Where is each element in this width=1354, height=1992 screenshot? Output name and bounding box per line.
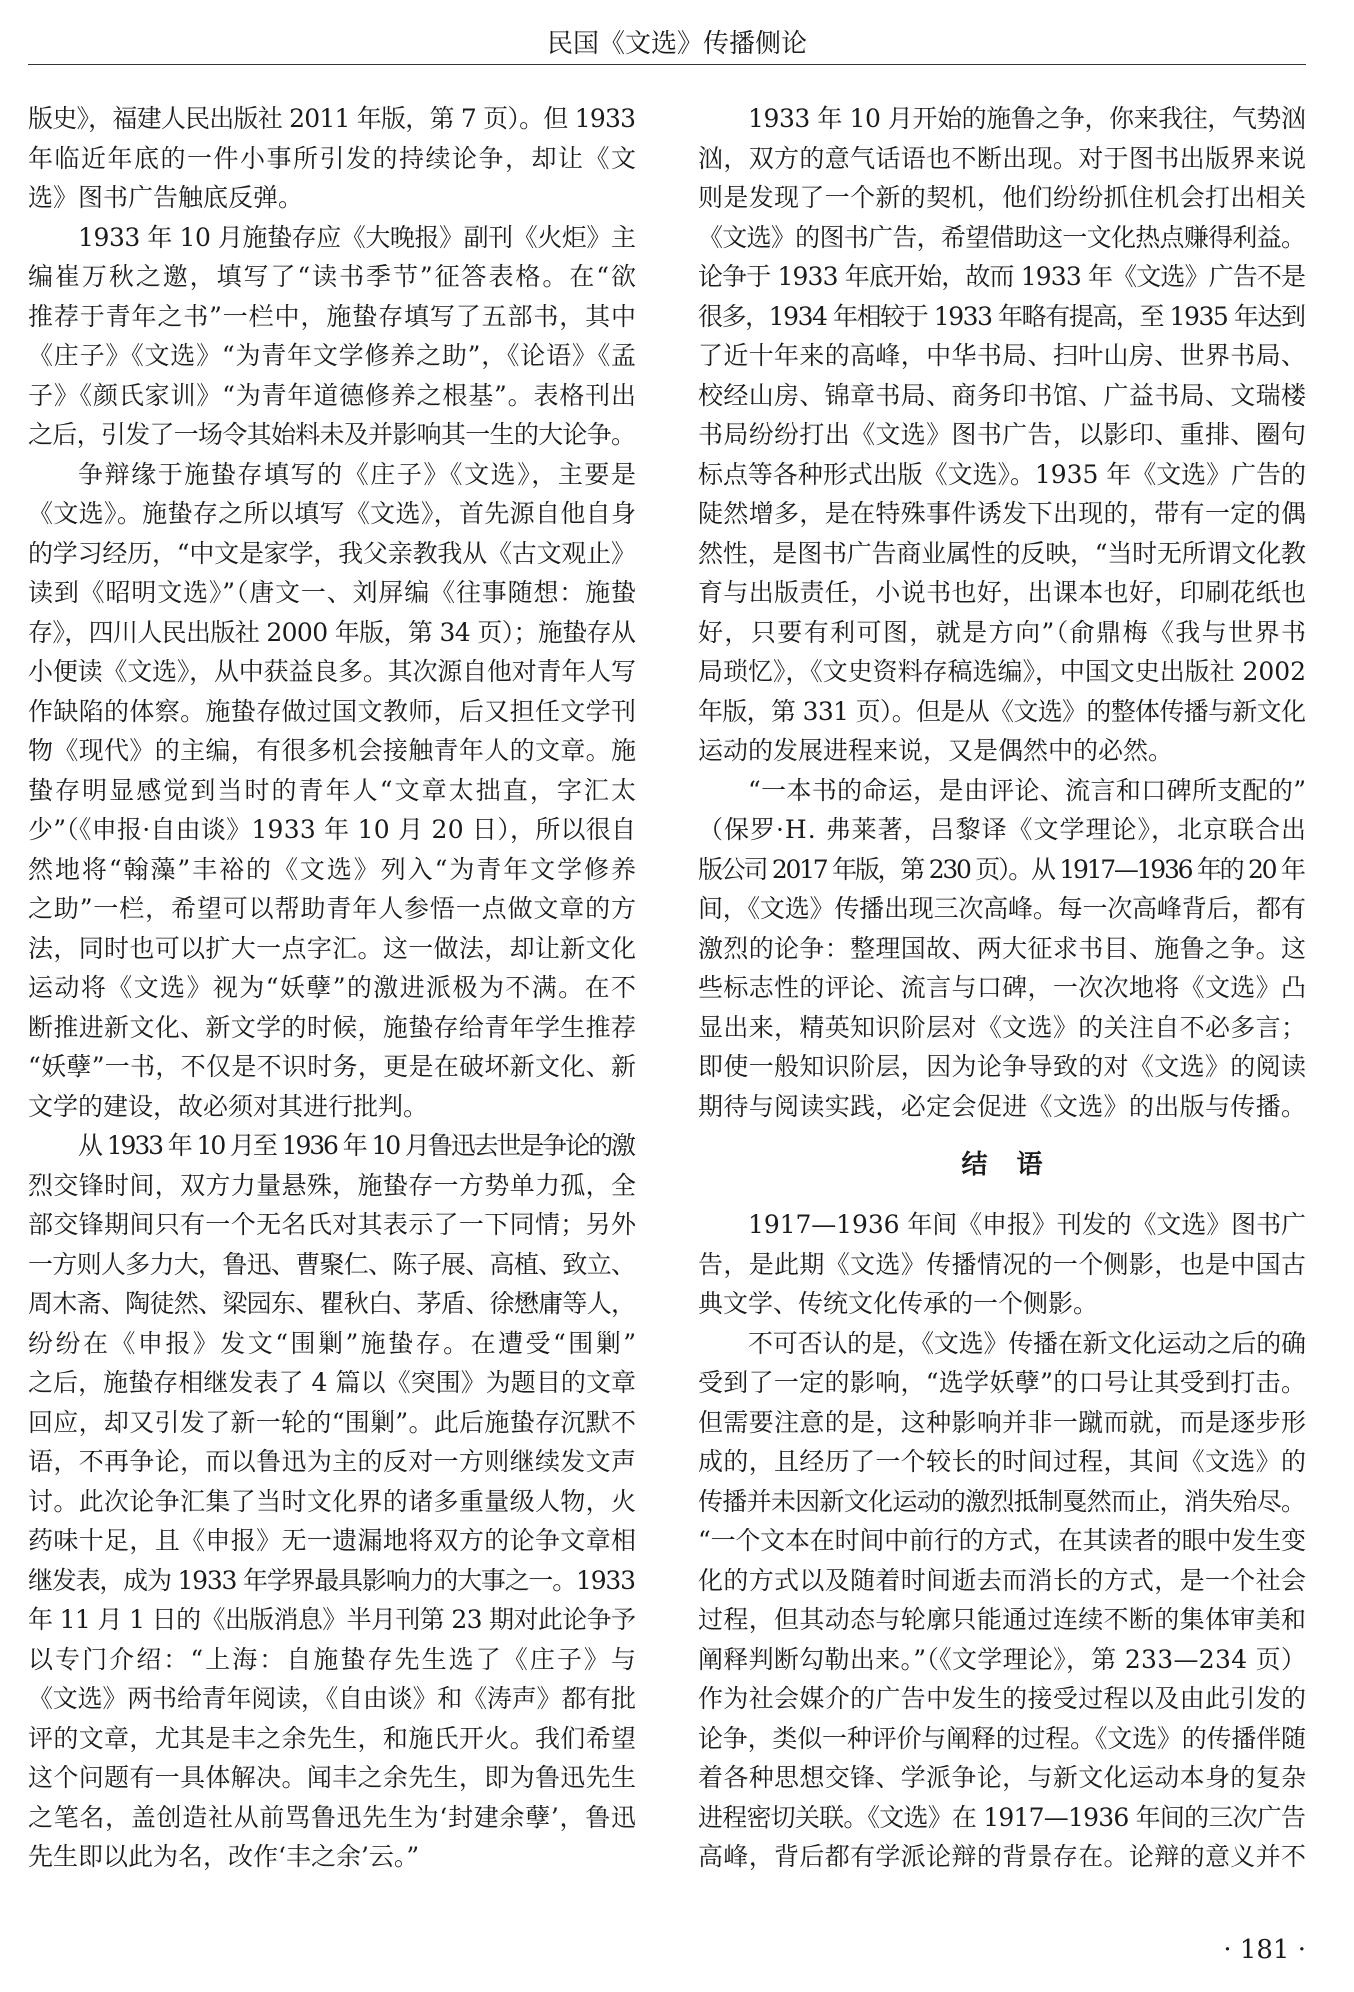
text-line: 回应，却又引发了新一轮的“围剿”。此后施蛰存沉默不 bbox=[28, 1407, 637, 1437]
text-line: 受到了一定的影响，“选学妖孽”的口号让其受到打击。 bbox=[698, 1368, 1307, 1397]
text-line: 之后，引发了一场令其始料未及并影响其一生的大论争。 bbox=[28, 420, 636, 449]
text-line: 继发表，成为 1933 年学界最具影响力的大事之一。1933 bbox=[28, 1565, 635, 1595]
text-line: 很多，1934 年相较于 1933 年略有提高，至 1935 年达到 bbox=[698, 301, 1305, 331]
paragraph bbox=[28, 1126, 639, 1877]
text-line: 之后，施蛰存相继发表了 4 篇以《突围》为题目的文章 bbox=[28, 1368, 637, 1397]
text-line: 1917—1936 年间《申报》刊发的《文选》图书广 bbox=[748, 1210, 1306, 1239]
text-line: 进程密切关联。《文选》在 1917—1936 年间的三次广告 bbox=[698, 1802, 1306, 1832]
text-line: 部交锋期间只有一个无名氏对其表示了一下同情；另外 bbox=[28, 1210, 637, 1239]
text-line: 不可否认的是，《文选》传播在新文化运动之后的确 bbox=[748, 1328, 1306, 1358]
text-line: 局琐忆》，《文史资料存稿选编》，中国文史出版社 2002 bbox=[698, 657, 1306, 686]
text-line: 这个问题有一具体解决。闻丰之余先生，即为鲁迅先生 bbox=[28, 1763, 637, 1792]
text-line: 汹，双方的意气话语也不断出现。对于图书出版界来说 bbox=[698, 143, 1307, 173]
text-line: 存》，四川人民出版社 2000 年版，第 34 页）；施蛰存从 bbox=[28, 617, 636, 647]
text-line: 化的方式以及随着时间逝去而消长的方式，是一个社会 bbox=[698, 1565, 1307, 1595]
text-line: 好，只要有利可图，就是方向”（俞鼎梅《我与世界书 bbox=[698, 617, 1308, 647]
left-column bbox=[28, 99, 639, 1877]
text-line: “妖孽”一书，不仅是不识时务，更是在破坏新文化、新 bbox=[28, 1052, 637, 1081]
text-line: 过程，但其动态与轮廓只能通过连续不断的集体审美和 bbox=[698, 1605, 1307, 1634]
text-line: 即使一般知识阶层，因为论争导致的对《文选》的阅读 bbox=[698, 1052, 1307, 1081]
text-line: 年临近年底的一件小事所引发的持续论争，却让《文 bbox=[28, 143, 638, 173]
text-line: 运动的发展进程来说，又是偶然中的必然。 bbox=[698, 736, 1174, 765]
text-line: 着各种思想交锋、学派争论，与新文化运动本身的复杂 bbox=[698, 1763, 1307, 1792]
text-line: 版公司 2017 年版，第 230 页）。从 1917—1936 年的 20 年 bbox=[698, 854, 1304, 884]
text-line: 之助”一栏，希望可以帮助青年人参悟一点做文章的方 bbox=[28, 894, 637, 923]
text-line: 些标志性的评论、流言与口碑，一次次地将《文选》凸 bbox=[698, 973, 1307, 1002]
text-line: 读到《昭明文选》”（唐文一、刘屏编《往事随想：施蛰 bbox=[28, 578, 637, 607]
text-line: 的学习经历，“中文是家学，我父亲教我从《古文观止》 bbox=[28, 538, 636, 568]
text-line: 1933 年 10 月施蛰存应《大晚报》副刊《火炬》主 bbox=[78, 222, 636, 252]
text-line: “一本书的命运，是由评论、流言和口碑所支配的” bbox=[748, 775, 1307, 805]
text-line: 《文选》。施蛰存之所以填写《文选》，首先源自他自身 bbox=[28, 499, 637, 528]
text-line: 了近十年来的高峰，中华书局、扫叶山房、世界书局、 bbox=[698, 341, 1307, 370]
text-line: 语，不再争论，而以鲁迅为主的反对一方则继续发文声 bbox=[28, 1447, 637, 1476]
section-heading: 结 语 bbox=[961, 1150, 1053, 1180]
text-line: 纷纷在《申报》发文“围剿”施蛰存。在遭受“围剿” bbox=[28, 1328, 639, 1358]
text-line: 期待与阅读实践，必定会促进《文选》的出版与传播。 bbox=[698, 1091, 1307, 1121]
text-line: 编崔万秋之邀，填写了“读书季节”征答表格。在“欲 bbox=[28, 262, 638, 291]
text-line: 《文选》的图书广告，希望借助这一文化热点赚得利益。 bbox=[698, 222, 1306, 252]
text-line: 之笔名，盖创造社从前骂鲁迅先生为‘封建余孽’，鲁迅 bbox=[28, 1802, 637, 1832]
paragraph bbox=[28, 455, 639, 1127]
text-line: 传播并未因新文化运动的激烈抵制戛然而止，消失殆尽。 bbox=[698, 1486, 1306, 1516]
text-line: 从 1933 年 10 月至 1936 年 10 月鲁迅去世是争论的激 bbox=[78, 1131, 634, 1160]
text-line: 物《现代》的主编，有很多机会接触青年人的文章。施 bbox=[28, 736, 637, 765]
text-line: 药味十足，且《申报》无一遗漏地将双方的论争文章相 bbox=[28, 1526, 637, 1555]
text-line: 陡然增多，是在特殊事件诱发下出现的，带有一定的偶 bbox=[698, 499, 1307, 528]
text-line: 文学的建设，故必须对其进行批判。 bbox=[28, 1091, 429, 1121]
text-line: 评的文章，尤其是丰之余先生，和施氏开火。我们希望 bbox=[28, 1723, 637, 1753]
text-line: 争辩缘于施蛰存填写的《庄子》《文选》，主要是 bbox=[78, 459, 638, 489]
page-number: · 181 · bbox=[1223, 1935, 1306, 1965]
text-line: 年版，第 331 页）。但是从《文选》的整体传播与新文化 bbox=[698, 696, 1306, 726]
text-line: 一方则人多力大，鲁迅、曹聚仁、陈子展、高植、致立、 bbox=[28, 1249, 636, 1279]
text-line: 版史》，福建人民出版社 2011 年版，第 7 页）。但 1933 bbox=[28, 104, 636, 133]
header-rule bbox=[28, 64, 1306, 65]
text-line: 显出来，精英知识阶层对《文选》的关注自不必多言； bbox=[698, 1012, 1307, 1042]
text-line: 告，是此期《文选》传播情况的一个侧影，也是中国古 bbox=[698, 1249, 1307, 1279]
text-line: 高峰，背后都有学派论辩的背景存在。论辩的意义并不 bbox=[698, 1842, 1307, 1871]
text-line: 先生即以此为名，改作‘丰之余’云。” bbox=[28, 1842, 420, 1871]
text-line: 少”（《申报·自由谈》1933 年 10 月 20 日），所以很自 bbox=[28, 815, 637, 844]
text-line: 但需要注意的是，这种影响并非一蹴而就，而是逐步形 bbox=[698, 1407, 1307, 1437]
text-line: “一个文本在时间中前行的方式，在其读者的眼中发生变 bbox=[698, 1526, 1306, 1555]
text-line: （保罗·H. 弗莱著，吕黎译《文学理论》，北京联合出 bbox=[698, 815, 1307, 844]
paragraph bbox=[698, 1324, 1306, 1877]
text-line: 《庄子》《文选》“为青年文学修养之助”，《论语》《孟 bbox=[28, 341, 637, 370]
text-line: 作缺陷的体察。施蛰存做过国文教师，后又担任文学刊 bbox=[28, 696, 637, 726]
text-line: 讨。此次论争汇集了当时文化界的诸多重量级人物，火 bbox=[28, 1486, 637, 1516]
text-line: 典文学、传统文化传承的一个侧影。 bbox=[698, 1289, 1099, 1318]
text-line: 蛰存明显感觉到当时的青年人“文章太拙直，字汇太 bbox=[28, 775, 639, 805]
paragraph bbox=[698, 1205, 1306, 1324]
text-line: 标点等各种形式出版《文选》。1935 年《文选》广告的 bbox=[698, 459, 1306, 489]
text-line: 然地将“翰藻”丰裕的《文选》列入“为青年文学修养 bbox=[28, 854, 638, 884]
text-line: 《文选》两书给青年阅读，《自由谈》和《涛声》都有批 bbox=[28, 1684, 636, 1713]
right-column bbox=[698, 99, 1306, 1877]
paragraph bbox=[28, 218, 636, 455]
text-line: 则是发现了一个新的契机，他们纷纷抓住机会打出相关 bbox=[698, 183, 1307, 212]
paragraph bbox=[698, 771, 1306, 1127]
text-line: 然性，是图书广告商业属性的反映，“当时无所谓文化教 bbox=[698, 538, 1306, 568]
paragraph bbox=[698, 99, 1306, 771]
text-line: 激烈的论争：整理国故、两大征求书目、施鲁之争。这 bbox=[698, 933, 1307, 963]
text-line: 1933 年 10 月开始的施鲁之争，你来我往，气势汹 bbox=[748, 104, 1306, 133]
text-line: 法，同时也可以扩大一点字汇。这一做法，却让新文化 bbox=[28, 933, 637, 963]
text-line: 书局纷纷打出《文选》图书广告，以影印、重排、圈句 bbox=[698, 420, 1307, 449]
paragraph bbox=[28, 99, 636, 218]
text-line: 校经山房、锦章书局、商务印书馆、广益书局、文瑞楼 bbox=[698, 380, 1307, 410]
text-line: 推荐于青年之书”一栏中，施蛰存填写了五部书，其中 bbox=[28, 301, 637, 331]
running-header-title: 民国《文选》传播侧论 bbox=[546, 29, 807, 59]
text-line: 子》《颜氏家训》“为青年道德修养之根基”。表格刊出 bbox=[28, 380, 637, 410]
text-line: 运动将《文选》视为“妖孽”的激进派极为不满。在不 bbox=[28, 973, 638, 1002]
text-line: 小便读《文选》，从中获益良多。其次源自他对青年人写 bbox=[28, 657, 636, 686]
text-line: 年 11 月 1 日的《出版消息》半月刊第 23 期对此论争予 bbox=[28, 1605, 636, 1634]
text-line: 周木斋、陶徒然、梁园东、瞿秋白、茅盾、徐懋庸等人， bbox=[28, 1289, 636, 1318]
text-line: 作为社会媒介的广告中发生的接受过程以及由此引发的 bbox=[698, 1684, 1307, 1713]
text-line: 成的，且经历了一个较长的时间过程，其间《文选》的 bbox=[698, 1447, 1307, 1476]
text-line: 烈交锋时间，双方力量悬殊，施蛰存一方势单力孤，全 bbox=[28, 1170, 637, 1200]
text-line: 间，《文选》传播出现三次高峰。每一次高峰背后，都有 bbox=[698, 894, 1306, 923]
text-line: 选》图书广告触底反弹。 bbox=[28, 183, 304, 212]
text-line: 以专门介绍：“上海：自施蛰存先生选了《庄子》与 bbox=[28, 1644, 639, 1674]
text-line: 论争，类似一种评价与阐释的过程。《文选》的传播伴随 bbox=[698, 1723, 1306, 1753]
text-line: 育与出版责任，小说书也好，出课本也好，印刷花纸也 bbox=[698, 578, 1307, 607]
text-line: 论争于 1933 年底开始，故而 1933 年《文选》广告不是 bbox=[698, 262, 1306, 291]
text-line: 断推进新文化、新文学的时候，施蛰存给青年学生推荐 bbox=[28, 1012, 637, 1042]
text-line: 阐释判断勾勒出来。”（《文学理论》，第 233—234 页） bbox=[698, 1644, 1307, 1674]
